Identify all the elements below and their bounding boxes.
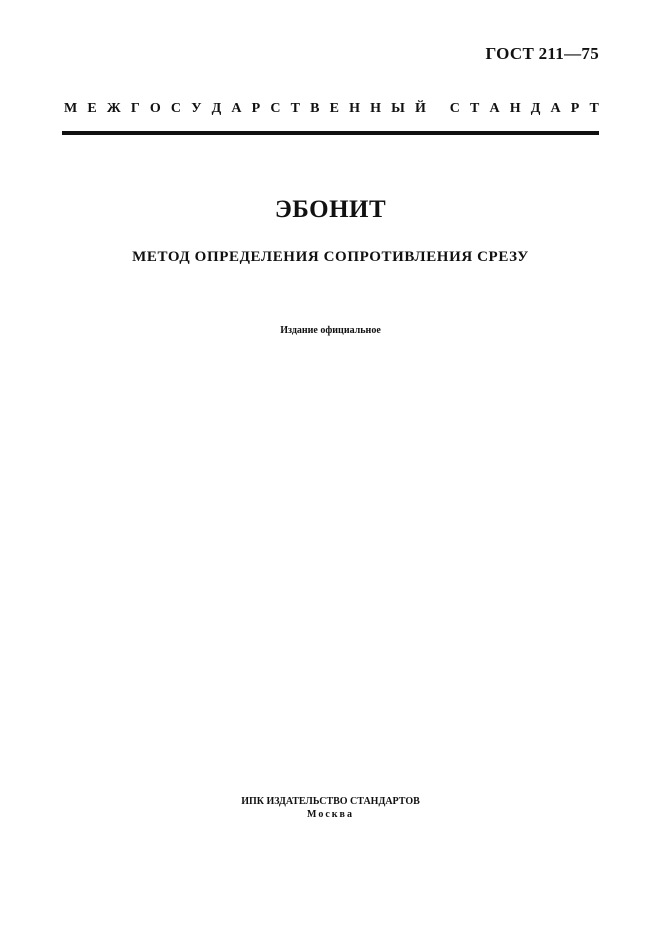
- heading-letter: Т: [469, 101, 480, 116]
- heading-letter: Р: [251, 101, 261, 116]
- heading-letter: Т: [290, 101, 300, 116]
- heading-letter: М: [64, 101, 78, 116]
- heading-letter: У: [191, 101, 202, 116]
- letter-gap: [436, 101, 440, 117]
- document-number: ГОСТ 211—75: [485, 44, 599, 63]
- heading-letter: Н: [509, 101, 521, 116]
- heading-letter: А: [550, 101, 561, 116]
- heading-letter: О: [149, 101, 161, 116]
- heading-letter: Й: [415, 101, 426, 116]
- heading-letter: Т: [589, 101, 599, 116]
- heading-letter: Р: [570, 101, 580, 116]
- heading-letter: Н: [370, 101, 381, 116]
- heading-letter: Е: [329, 101, 339, 116]
- heading-letter: Е: [87, 101, 97, 116]
- heading-letter: Н: [349, 101, 360, 116]
- heading-letter: А: [231, 101, 242, 116]
- heading-letter: С: [170, 101, 182, 116]
- edition-note: Издание официальное: [280, 325, 381, 336]
- standard-type-heading: [64, 101, 599, 117]
- header-divider: [62, 131, 599, 135]
- heading-letter: В: [310, 101, 320, 116]
- heading-letter: Ы: [391, 101, 405, 116]
- heading-letter: Ж: [106, 101, 121, 116]
- heading-letter: Д: [530, 101, 541, 116]
- heading-letter: С: [270, 101, 281, 116]
- heading-letter: А: [489, 101, 500, 116]
- publisher-city: Москва: [307, 809, 354, 820]
- document-subtitle: МЕТОД ОПРЕДЕЛЕНИЯ СОПРОТИВЛЕНИЯ СРЕЗУ: [132, 249, 529, 265]
- heading-letter: Д: [211, 101, 222, 116]
- heading-letter: Г: [130, 101, 140, 116]
- document-title: ЭБОНИТ: [274, 196, 387, 223]
- publisher-name: ИПК ИЗДАТЕЛЬСТВО СТАНДАРТОВ: [241, 796, 420, 807]
- heading-letter: С: [449, 101, 460, 116]
